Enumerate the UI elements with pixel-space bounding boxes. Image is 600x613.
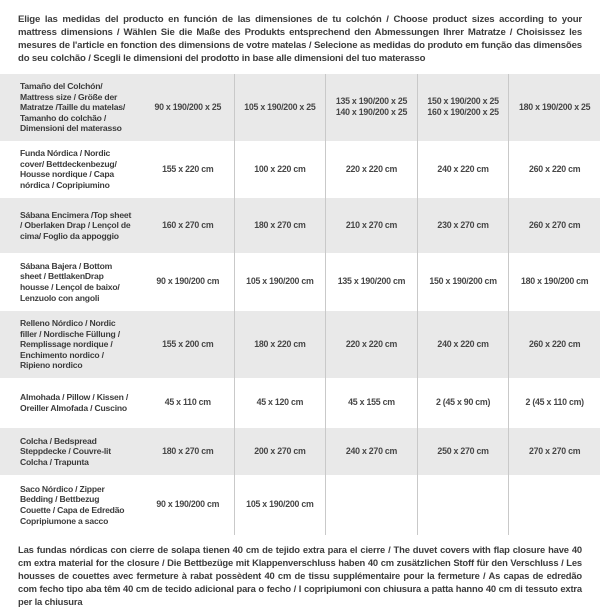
- table-row: [0, 428, 600, 475]
- size-value-cell: 270 x 270 cm: [508, 428, 600, 475]
- size-value-cell: 45 x 155 cm: [325, 378, 417, 428]
- size-value-cell: 260 x 220 cm: [508, 311, 600, 378]
- product-label-cell: Saco Nórdico / Zipper Bedding / Bettbezug Couette / Capa de Edredão Copripiumone a sacco: [20, 483, 125, 526]
- size-value-cell: 150 x 190/200 cm: [417, 253, 509, 311]
- size-value-cell: 260 x 270 cm: [508, 198, 600, 253]
- size-value-cell: 90 x 190/200 cm: [156, 499, 220, 510]
- product-label-cell: Sábana Encimera /Top sheet / Oberlaken Drap / Lençol de cima/ Foglio da appoggio: [20, 209, 132, 241]
- product-label-cell: Almohada / Pillow / Kissen / Oreiller Almofada / Cuscino: [20, 392, 129, 413]
- size-value-cell: 160 x 270 cm: [162, 219, 214, 230]
- size-value-cell: [417, 475, 509, 535]
- size-table: [0, 74, 600, 535]
- size-value-cell: 250 x 270 cm: [417, 428, 509, 475]
- size-value-cell: 180 x 270 cm: [234, 198, 326, 253]
- size-value-cell: 105 x 190/200 x 25: [234, 74, 326, 141]
- size-value-cell: 100 x 220 cm: [234, 141, 326, 198]
- table-row: [0, 475, 600, 535]
- intro-text: Elige las medidas del producto en función de las dimensiones de tu colchón / Choose product sizes according to your mattress dimensions / Wählen Sie die Maße des Produkts entsprechend den Abmessungen Ihrer Matratze / Choisissez les mesures de l'article en fonction des dimensions de votre matelas / Selecione as medidas do produto em função das dimensões do seu colchão / Scegli le dimensioni del prodotto in base alle dimensioni del tuo materasso: [18, 14, 582, 64]
- product-label-cell: Relleno Nórdico / Nordic filler / Nordische Füllung / Remplissage nordique / Enchimento nordico / Ripieno nordico: [20, 317, 120, 371]
- size-value-cell: 2 (45 x 110 cm): [508, 378, 600, 428]
- product-label-cell: Sábana Bajera / Bottom sheet / BettlakenDrap housse / Lençol de baixo/ Lenzuolo con angoli: [20, 260, 120, 303]
- size-value-cell: 220 x 220 cm: [325, 311, 417, 378]
- product-label-cell: Funda Nórdica / Nordic cover/ Bettdeckenbezug/ Housse nordique / Capa nórdica / Copripiumino: [20, 148, 117, 191]
- size-value-cell: 155 x 200 cm: [162, 338, 214, 349]
- size-value-cell: 155 x 220 cm: [162, 163, 214, 174]
- size-value-cell: 135 x 190/200 cm: [325, 253, 417, 311]
- size-value-cell: 105 x 190/200 cm: [234, 475, 326, 535]
- size-guide-page: [0, 13, 600, 613]
- size-value-cell: 200 x 270 cm: [234, 428, 326, 475]
- product-label-cell: Tamaño del Colchón/ Mattress size / Größe der Matratze /Taille du matelas/ Tamanho do colchão / Dimensioni del materasso: [20, 81, 126, 134]
- size-value-cell: 2 (45 x 90 cm): [417, 378, 509, 428]
- product-label-cell: Colcha / Bedspread Steppdecke / Couvre-lit Colcha / Trapunta: [20, 435, 111, 467]
- size-value-cell: 240 x 270 cm: [325, 428, 417, 475]
- size-value-cell: 240 x 220 cm: [417, 141, 509, 198]
- size-value-cell: 210 x 270 cm: [325, 198, 417, 253]
- table-row: [0, 141, 600, 198]
- size-value-cell: [508, 475, 600, 535]
- size-value-cell: 90 x 190/200 x 25: [154, 101, 222, 112]
- size-value-cell: 230 x 270 cm: [417, 198, 509, 253]
- size-value-cell: 150 x 190/200 x 25 160 x 190/200 x 25: [417, 74, 509, 141]
- table-row: [0, 378, 600, 428]
- size-value-cell: 180 x 190/200 cm: [508, 253, 600, 311]
- size-value-cell: 45 x 120 cm: [234, 378, 326, 428]
- table-row: [0, 74, 600, 141]
- size-value-cell: 220 x 220 cm: [325, 141, 417, 198]
- size-value-cell: 180 x 220 cm: [234, 311, 326, 378]
- size-value-cell: 180 x 270 cm: [162, 445, 214, 456]
- size-value-cell: [325, 475, 417, 535]
- size-value-cell: 105 x 190/200 cm: [234, 253, 326, 311]
- size-value-cell: 90 x 190/200 cm: [156, 276, 220, 287]
- size-value-cell: 180 x 190/200 x 25: [508, 74, 600, 141]
- size-value-cell: 45 x 110 cm: [164, 397, 211, 408]
- size-value-cell: 260 x 220 cm: [508, 141, 600, 198]
- table-row: [0, 198, 600, 253]
- footnote-text: Las fundas nórdicas con cierre de solapa tienen 40 cm de tejido extra para el cierre / The duvet covers with flap closure have 40 cm extra material for the closure / Die Bettbezüge mit Klappenverschluss haben 40 cm zusätzlichen Stoff für den Verschluss / Les housses de couettes avec fermeture à rabat possèdent 40 cm de tissu supplémentaire pour la fermeture / As capas de edredão com fecho tipo aba têm 40 cm de tecido adicional para o fecho / I copripiumoni con chiusura a patta hanno 40 cm di tessuto extra per la chiusura: [18, 543, 582, 607]
- table-row: [0, 253, 600, 311]
- table-row: [0, 311, 600, 378]
- size-value-cell: 135 x 190/200 x 25 140 x 190/200 x 25: [325, 74, 417, 141]
- size-value-cell: 240 x 220 cm: [417, 311, 509, 378]
